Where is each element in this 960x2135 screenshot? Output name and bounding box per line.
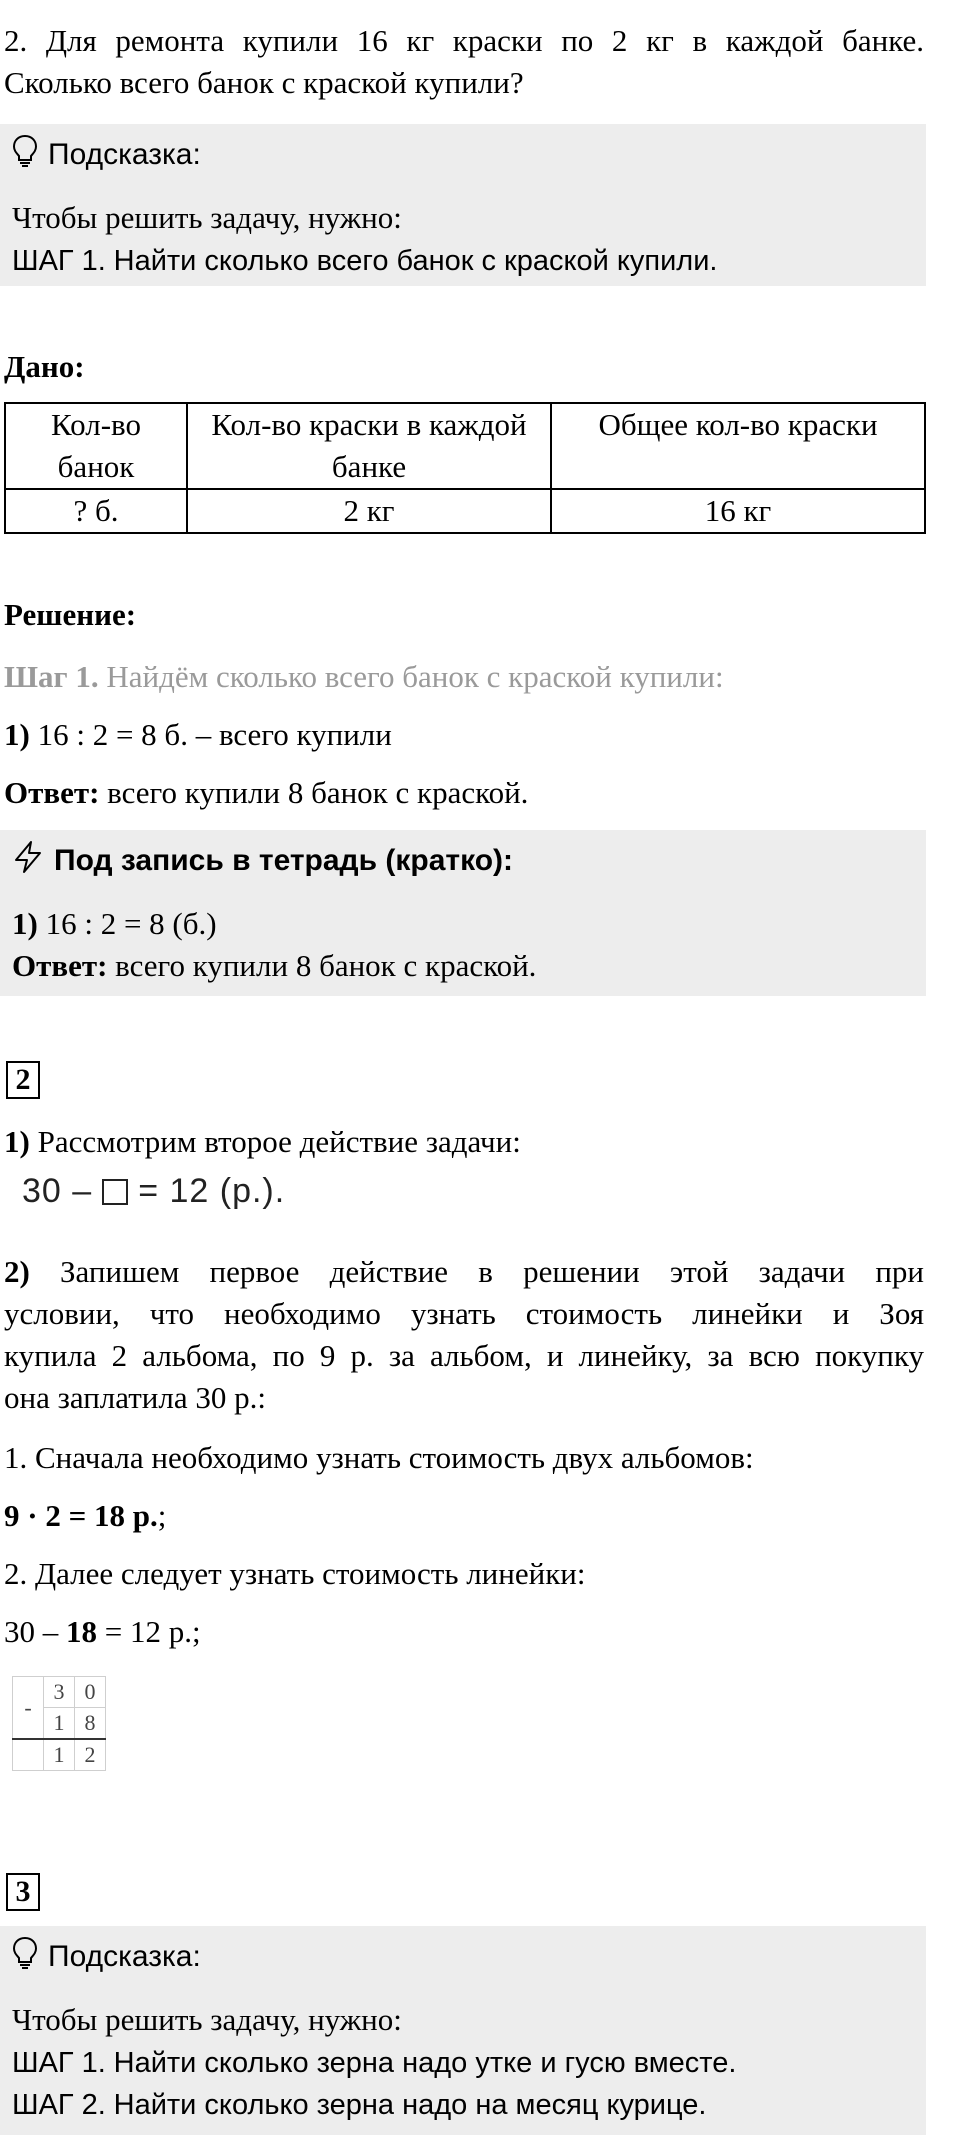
table-header-cell: Кол-во банок	[5, 403, 187, 489]
table-cell: 2 кг	[187, 489, 551, 533]
solution-step-1: Шаг 1. Найдём сколько всего банок с краской купили:	[4, 659, 724, 694]
empty-box-icon	[102, 1179, 128, 1205]
note-answer: Ответ: всего купили 8 банок с краской.	[12, 948, 537, 983]
table-cell: 16 кг	[551, 489, 925, 533]
section2-item-1-calc: 9 · 2 = 18 р.;	[4, 1498, 167, 1533]
digit-cell: 1	[44, 1708, 75, 1740]
table-header-row	[5, 403, 925, 489]
note-header	[12, 840, 513, 882]
given-table	[4, 402, 926, 534]
minus-sign: -	[13, 1677, 44, 1740]
lightbulb-icon	[12, 134, 38, 176]
section-number-2: 2	[6, 1061, 40, 1099]
table-cell: ? б.	[5, 489, 187, 533]
hint-header	[12, 1936, 201, 1978]
solution-answer: Ответ: всего купили 8 банок с краской.	[4, 775, 529, 810]
equation-left: 30 –	[22, 1172, 93, 1210]
note-title: Под запись в тетрадь (кратко):	[54, 844, 514, 877]
given-title: Дано:	[4, 349, 85, 384]
note-box	[0, 830, 926, 996]
solution-calc-1: 1) 16 : 2 = 8 б. – всего купили	[4, 717, 392, 752]
hint-step-1: ШАГ 1. Найти сколько всего банок с краской купили.	[12, 245, 718, 277]
hint-title: Подсказка:	[48, 1940, 201, 1973]
table-header-cell: Кол-во краски в каждой банке	[187, 403, 551, 489]
equation-right: = 12 (р.).	[138, 1172, 286, 1210]
column-subtraction	[12, 1676, 106, 1771]
section2-item-1: 1. Сначала необходимо узнать стоимость двух альбомов:	[4, 1440, 754, 1475]
section2-item-2: 2. Далее следует узнать стоимость линейки:	[4, 1556, 586, 1591]
digit-cell: 8	[75, 1708, 106, 1740]
task-line-2: Сколько всего банок с краской купили?	[4, 65, 524, 100]
section2-item-2-calc: 30 – 18 = 12 р.;	[4, 1614, 201, 1649]
note-calc: 1) 16 : 2 = 8 (б.)	[12, 906, 217, 941]
hint-intro: Чтобы решить задачу, нужно:	[12, 2002, 402, 2037]
table-header-cell: Общее кол-во краски	[551, 403, 925, 489]
digit-cell: 3	[44, 1677, 75, 1708]
hint-box-1	[0, 124, 926, 286]
hint-header	[12, 134, 201, 176]
digit-cell: 0	[75, 1677, 106, 1708]
lightbulb-icon	[12, 1936, 38, 1978]
solution-title: Решение:	[4, 597, 137, 632]
lightning-icon	[12, 840, 44, 882]
hint-step-1: ШАГ 1. Найти сколько зерна надо утке и гусю вместе.	[12, 2047, 737, 2079]
section2-line-1: 1) Рассмотрим второе действие задачи:	[4, 1124, 521, 1159]
task-line-1: 2. Для ремонта купили 16 кг краски по 2 кг в каждой банке.	[4, 23, 924, 58]
equation-image	[22, 1172, 285, 1211]
hint-step-2: ШАГ 2. Найти сколько зерна надо на месяц курице.	[12, 2089, 707, 2121]
task-text	[4, 20, 924, 104]
digit-cell: 1	[44, 1739, 75, 1771]
section-number-3: 3	[6, 1873, 40, 1911]
section2-paragraph: 2) Запишем первое действие в решении этой задачи при условии, что необходимо узнать стоимость линейки и Зоя купила 2 альбома, по 9 р. за альбом, и линейку, за всю покупку она заплатила 30 р.:	[4, 1254, 925, 1415]
digit-cell: 2	[75, 1739, 106, 1771]
hint-title: Подсказка:	[48, 138, 201, 171]
table-row	[5, 489, 925, 533]
hint-intro: Чтобы решить задачу, нужно:	[12, 200, 402, 235]
hint-box-3	[0, 1926, 926, 2135]
